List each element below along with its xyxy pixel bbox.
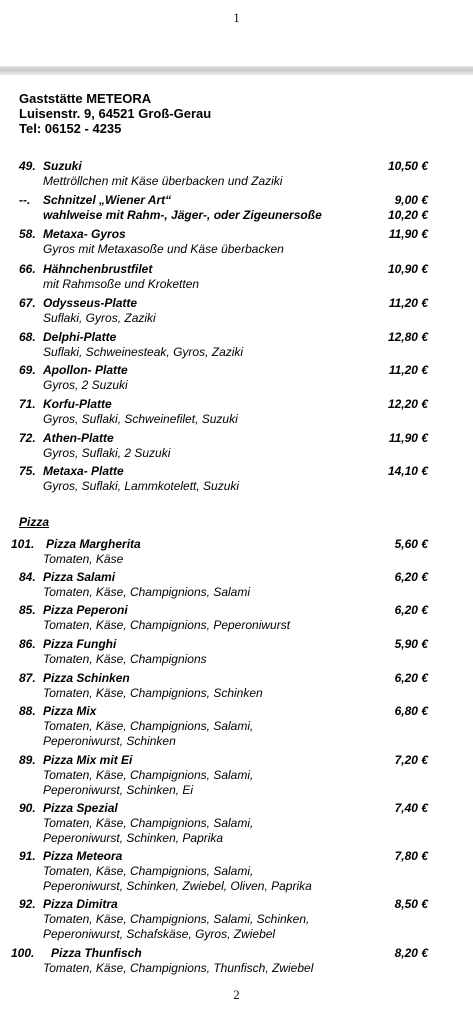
item-name: Delphi-Platte xyxy=(43,330,117,344)
item-description: Suflaki, Gyros, Zaziki xyxy=(43,311,156,325)
page-number-top: 1 xyxy=(233,10,240,25)
item-name: Apollon- Platte xyxy=(43,363,128,377)
page-divider xyxy=(0,66,473,75)
item-price: 11,20 € xyxy=(388,363,428,377)
item-number: 49. xyxy=(19,159,36,173)
restaurant-header xyxy=(19,91,211,136)
item-description: Gyros mit Metaxasoße und Käse überbacken xyxy=(43,242,284,256)
item-description: Tomaten, Käse, Champignions, Salami, Schinken, xyxy=(43,912,310,926)
item-name: Suzuki xyxy=(43,159,82,173)
item-price: 11,90 € xyxy=(388,227,428,241)
item-name: Odysseus-Platte xyxy=(43,296,138,310)
item-price: 8,20 € xyxy=(394,946,428,960)
item-name: Pizza Funghi xyxy=(43,637,117,651)
item-number: 100. xyxy=(11,946,35,960)
item-description: Tomaten, Käse, Champignions xyxy=(43,652,207,666)
item-description: Peperoniwurst, Schinken, Zwiebel, Oliven, Paprika xyxy=(43,879,312,893)
item-name: Pizza Mix xyxy=(43,704,97,718)
item-name: Pizza Dimitra xyxy=(43,897,118,911)
item-number: 58. xyxy=(19,227,36,241)
section-heading-pizza: Pizza xyxy=(19,515,50,529)
item-description: Peperoniwurst, Schinken xyxy=(43,734,176,748)
item-number: 72. xyxy=(19,431,36,445)
item-price: 7,20 € xyxy=(394,753,428,767)
item-price-option: 10,20 € xyxy=(387,208,428,222)
page-number-bottom: 2 xyxy=(233,987,240,1002)
item-price: 8,50 € xyxy=(394,897,428,911)
item-description: Gyros, Suflaki, Lammkotelett, Suzuki xyxy=(43,479,240,493)
item-name: Pizza Peperoni xyxy=(43,603,128,617)
restaurant-phone: Tel: 06152 - 4235 xyxy=(19,121,122,136)
item-number: 87. xyxy=(19,671,36,685)
item-name: Metaxa- Gyros xyxy=(43,227,126,241)
item-description: mit Rahmsoße und Kroketten xyxy=(43,277,200,291)
item-description: Tomaten, Käse, Champignions, Schinken xyxy=(43,686,263,700)
item-price: 7,80 € xyxy=(394,849,428,863)
item-price: 10,90 € xyxy=(387,262,428,276)
item-price: 6,20 € xyxy=(394,570,428,584)
item-price: 5,90 € xyxy=(394,637,428,651)
item-number: --. xyxy=(19,193,31,207)
item-description: Tomaten, Käse, Champignions, Salami, xyxy=(43,719,254,733)
item-description: Gyros, Suflaki, 2 Suzuki xyxy=(43,446,171,460)
item-number: 91. xyxy=(19,849,36,863)
item-name: Pizza Thunfisch xyxy=(51,946,142,960)
item-description: Peperoniwurst, Schinken, Ei xyxy=(43,783,194,797)
item-number: 68. xyxy=(19,330,36,344)
item-number: 101. xyxy=(11,537,35,551)
item-description: Mettröllchen mit Käse überbacken und Zaziki xyxy=(43,174,283,188)
item-name: Pizza Spezial xyxy=(43,801,118,815)
item-description: Tomaten, Käse, Champignions, Peperoniwurst xyxy=(43,618,291,632)
item-name: Korfu-Platte xyxy=(43,397,112,411)
item-price: 7,40 € xyxy=(394,801,428,815)
item-name: Athen-Platte xyxy=(43,431,114,445)
item-price: 12,80 € xyxy=(387,330,428,344)
item-name: Metaxa- Platte xyxy=(43,464,124,478)
item-number: 89. xyxy=(19,753,36,767)
item-description: Gyros, Suflaki, Schweinefilet, Suzuki xyxy=(43,412,238,426)
item-description: Tomaten, Käse xyxy=(43,552,124,566)
item-number: 84. xyxy=(19,570,36,584)
item-name: Pizza Schinken xyxy=(43,671,130,685)
restaurant-name: Gaststätte METEORA xyxy=(19,91,152,106)
item-price: 14,10 € xyxy=(387,464,428,478)
item-price: 9,00 € xyxy=(394,193,428,207)
item-price: 12,20 € xyxy=(387,397,428,411)
item-description: Tomaten, Käse, Champignions, Salami, xyxy=(43,864,254,878)
item-description: Tomaten, Käse, Champignions, Thunfisch, Zwiebel xyxy=(43,961,314,975)
item-name: Schnitzel „Wiener Art“ xyxy=(43,193,172,207)
item-number: 71. xyxy=(19,397,36,411)
item-price: 5,60 € xyxy=(394,537,428,551)
item-description: Peperoniwurst, Schafskäse, Gyros, Zwiebel xyxy=(43,927,276,941)
item-price: 6,20 € xyxy=(394,603,428,617)
item-number: 88. xyxy=(19,704,36,718)
item-name: Pizza Margherita xyxy=(46,537,141,551)
item-number: 85. xyxy=(19,603,36,617)
item-number: 92. xyxy=(19,897,36,911)
item-number: 90. xyxy=(19,801,36,815)
item-description: Tomaten, Käse, Champignions, Salami, xyxy=(43,768,254,782)
item-price: 6,80 € xyxy=(394,704,428,718)
item-name: Pizza Meteora xyxy=(43,849,123,863)
restaurant-address: Luisenstr. 9, 64521 Groß-Gerau xyxy=(19,106,212,121)
item-number: 86. xyxy=(19,637,36,651)
item-price: 11,90 € xyxy=(388,431,428,445)
item-description: Tomaten, Käse, Champignions, Salami, xyxy=(43,816,254,830)
item-number: 66. xyxy=(19,262,36,276)
item-name: Hähnchenbrustfilet xyxy=(43,262,153,276)
item-name: Pizza Mix mit Ei xyxy=(43,753,133,767)
item-number: 69. xyxy=(19,363,36,377)
item-name: Pizza Salami xyxy=(43,570,116,584)
item-description: wahlweise mit Rahm-, Jäger-, oder Zigeunersoße xyxy=(43,208,322,222)
item-price: 6,20 € xyxy=(394,671,428,685)
item-number: 67. xyxy=(19,296,36,310)
item-description: Suflaki, Schweinesteak, Gyros, Zaziki xyxy=(43,345,244,359)
item-description: Peperoniwurst, Schinken, Paprika xyxy=(43,831,224,845)
item-description: Gyros, 2 Suzuki xyxy=(43,378,128,392)
item-description: Tomaten, Käse, Champignions, Salami xyxy=(43,585,250,599)
item-price: 11,20 € xyxy=(388,296,428,310)
item-price: 10,50 € xyxy=(387,159,428,173)
item-number: 75. xyxy=(19,464,36,478)
